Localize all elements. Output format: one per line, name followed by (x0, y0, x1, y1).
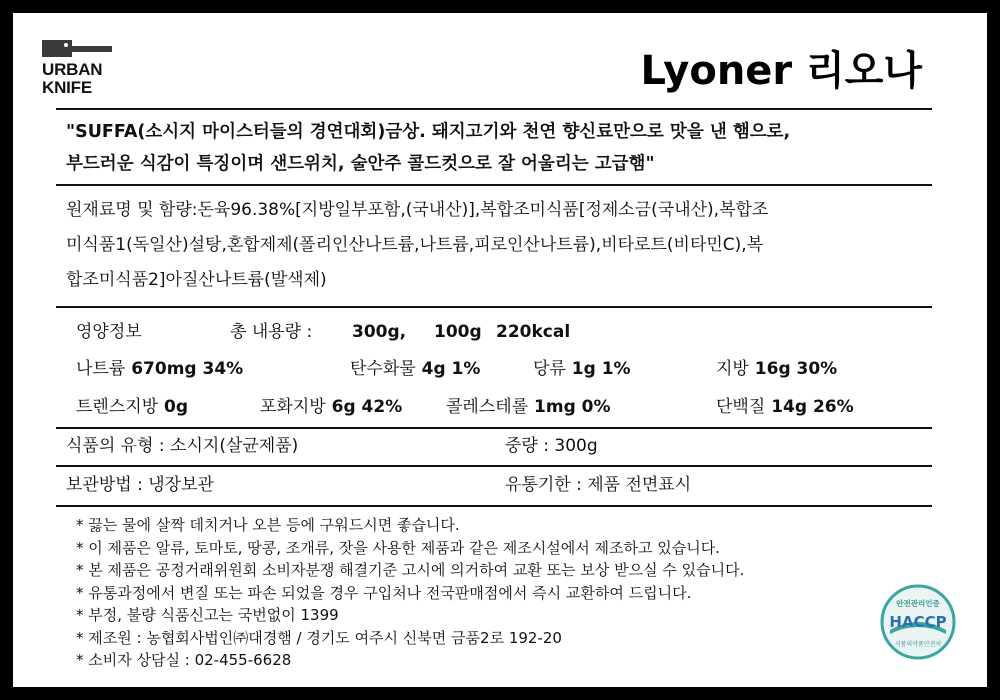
nutrient-label: 지방 (716, 359, 749, 379)
divider (56, 108, 932, 110)
nutrient-trans-fat (76, 396, 188, 418)
haccp-top-text: 안전관리인증 (896, 599, 940, 608)
food-type: 식품의 유형 : 소시지(살균제품) (66, 436, 299, 456)
nutrient-sodium (76, 358, 243, 380)
nutrition-header: 영양정보 (76, 322, 142, 342)
note-item: * 본 제품은 공정거래위원회 소비자분쟁 해결기준 고시에 의거하여 교환 또는 보상 받으실 수 있습니다. (76, 561, 745, 579)
nutrient-value: 14g 26% (771, 397, 854, 417)
nutrient-protein (716, 396, 854, 418)
ingredients-line: 미식품1(독일산)설탕,혼합제제(폴리인산나트륨,나트륨,피로인산나트륨),비타로트(비타민C),복 (66, 235, 764, 255)
description-line: "SUFFA(소시지 마이스터들의 경연대회)금상. 돼지고기와 천연 향신료만으로 맛을 낸 햄으로, (66, 122, 791, 142)
nutrient-value: 0g (164, 397, 189, 417)
nutrient-value: 16g 30% (754, 359, 838, 379)
nutrient-sugar (533, 358, 631, 380)
nutrient-label: 트렌스지방 (76, 397, 159, 417)
nutrient-label: 당류 (533, 359, 566, 379)
haccp-bottom-text: 식품의약품안전처 (894, 641, 942, 648)
nutrient-label: 탄수화물 (350, 359, 416, 379)
brand-logo (42, 40, 114, 104)
calories: 220kcal (496, 322, 571, 342)
total-label: 총 내용량 : (230, 322, 313, 342)
total-weight: 300g, (352, 322, 407, 342)
divider (56, 427, 932, 429)
nutrient-value: 6g 42% (331, 397, 403, 417)
note-item: * 이 제품은 알류, 토마토, 땅콩, 조개류, 잣을 사용한 제품과 같은 제조시설에서 제조하고 있습니다. (76, 538, 720, 557)
product-title: Lyoner 리오나 (640, 48, 922, 94)
per-amount: 100g (434, 322, 482, 342)
ingredients-block (66, 193, 926, 298)
nutrient-value: 670mg 34% (131, 359, 244, 379)
nutrient-cholesterol (446, 396, 611, 418)
brand-line-1: URBAN (42, 60, 103, 79)
nutrient-value: 4g 1% (421, 359, 481, 379)
note-item: * 소비자 상담실 : 02-455-6628 (76, 651, 292, 669)
nutrient-label: 나트륨 (76, 359, 126, 379)
nutrient-fat (716, 358, 837, 380)
nutrient-label: 포화지방 (260, 397, 326, 417)
note-item: * 제조원 : 농협회사법인㈜대경햄 / 경기도 여주시 신북면 금품2로 192-20 (76, 628, 562, 647)
nutrient-saturated-fat (260, 396, 402, 418)
nutrient-value: 1g 1% (571, 359, 631, 379)
ingredients-line: 합조미식품2]아질산나트륨(발색제) (66, 270, 327, 290)
haccp-main-text: HACCP (889, 613, 947, 631)
divider (56, 465, 932, 467)
nutrient-value: 1mg 0% (534, 397, 611, 417)
nutrient-carbohydrate (350, 358, 480, 380)
note-item: * 끓는 물에 살짝 데치거나 오븐 등에 구워드시면 좋습니다. (76, 516, 460, 534)
brand-line-2: KNIFE (42, 78, 93, 97)
note-item: * 부정, 불량 식품신고는 국번없이 1399 (76, 606, 339, 624)
ingredients-line: 원재료명 및 함량:돈육96.38%[지방일부포함,(국내산)],복합조미식품[정제소금(국내산),복합조 (66, 200, 769, 220)
net-weight: 중량 : 300g (505, 436, 598, 456)
nutrient-label: 단백질 (716, 397, 766, 417)
divider (56, 306, 932, 308)
haccp-certification-icon (880, 584, 956, 660)
note-item: * 유통과정에서 변질 또는 파손 되었을 경우 구입처나 전국판매점에서 즉시 교환하여 드립니다. (76, 583, 692, 602)
storage-method: 보관방법 : 냉장보관 (66, 475, 214, 495)
description-line: 부드러운 식감이 특징이며 샌드위치, 술안주 콜드컷으로 잘 어울리는 고급햄" (66, 154, 655, 174)
notes-list (76, 514, 916, 672)
expiry-date: 유통기한 : 제품 전면표시 (505, 475, 692, 495)
nutrient-label: 콜레스테롤 (446, 397, 529, 417)
divider (56, 505, 932, 507)
product-description (66, 116, 926, 180)
divider (56, 184, 932, 186)
cleaver-icon (42, 40, 112, 58)
